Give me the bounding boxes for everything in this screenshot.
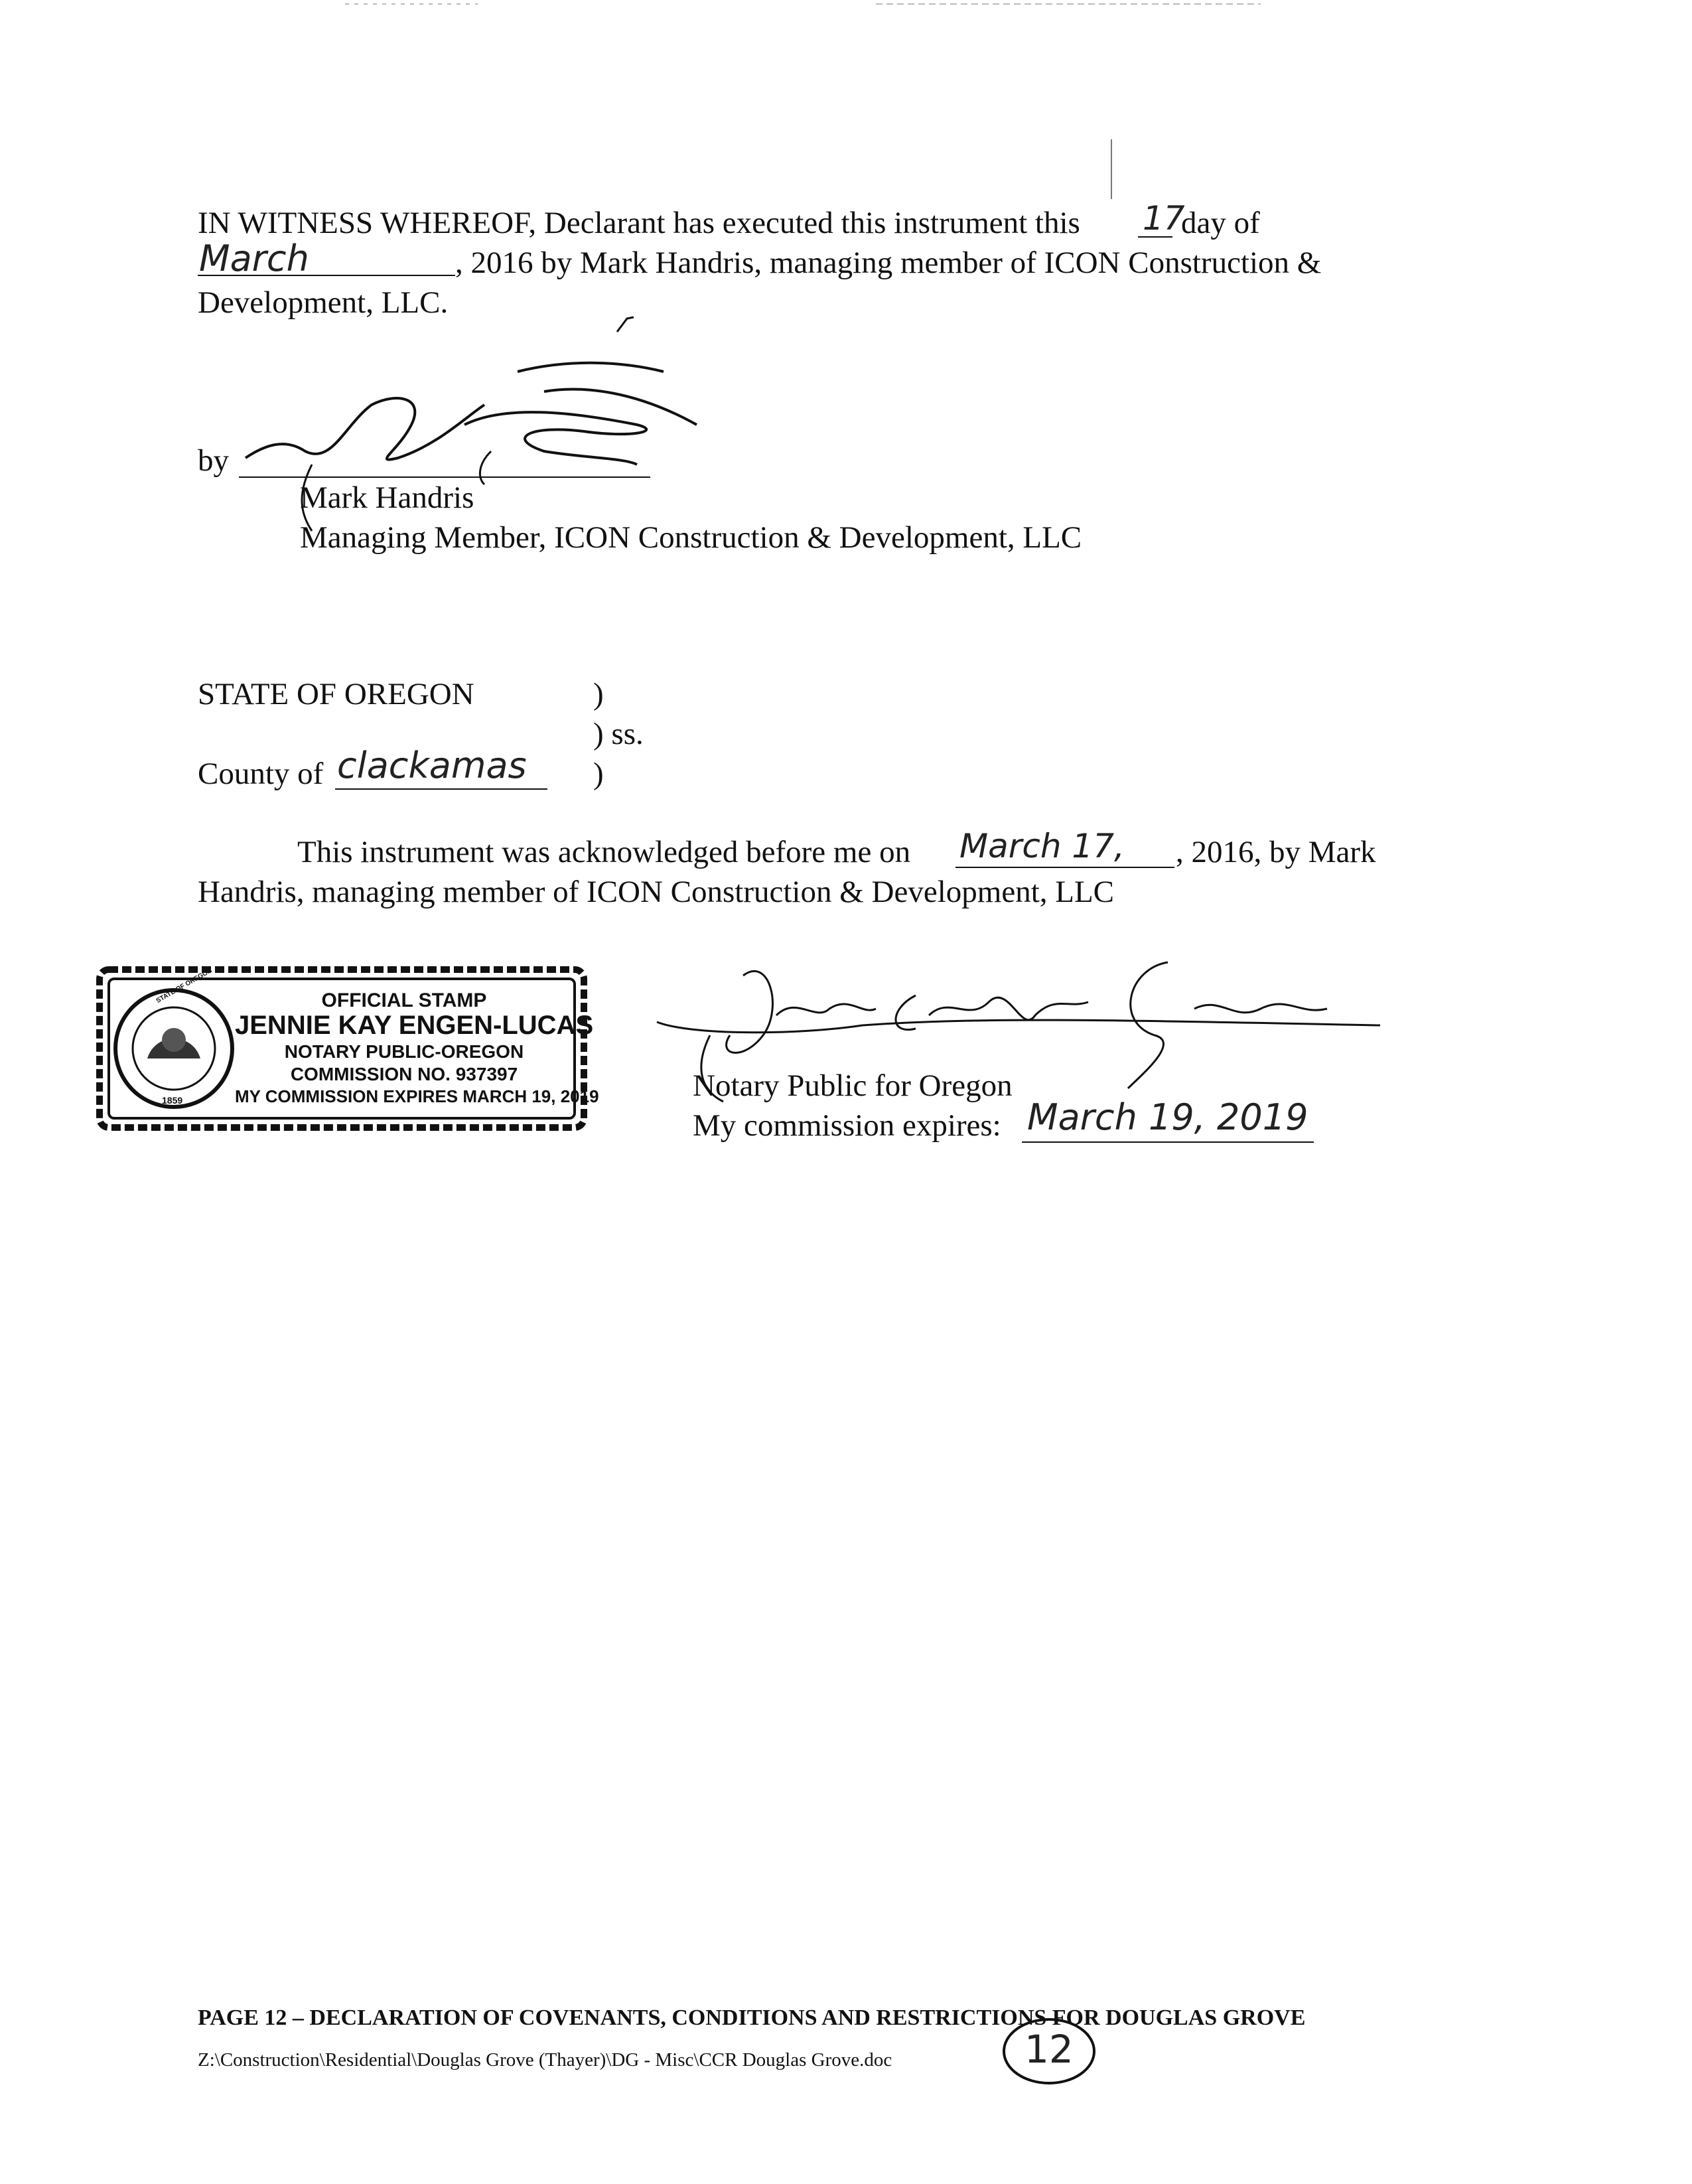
notary-expires-label: My commission expires: bbox=[693, 1108, 1001, 1143]
ack-line-1-start: This instrument was acknowledged before me on bbox=[297, 835, 911, 869]
witness-line-3: Development, LLC. bbox=[198, 285, 449, 320]
signer-title: Managing Member, ICON Construction & Development, LLC bbox=[300, 520, 1082, 555]
circled-page-number bbox=[999, 2015, 1099, 2088]
handwritten-expiration: March 19, 2019 bbox=[1027, 1096, 1308, 1138]
handwritten-ack-date: March 17, bbox=[959, 827, 1125, 865]
venue-state: STATE OF OREGON bbox=[198, 677, 474, 711]
page-number-handwritten: 12 bbox=[1024, 2027, 1074, 2072]
notary-public-for: Notary Public for Oregon bbox=[693, 1068, 1013, 1103]
signer-name: Mark Handris bbox=[300, 480, 474, 515]
stamp-role: NOTARY PUBLIC-OREGON bbox=[284, 1041, 524, 1062]
handwritten-month: March bbox=[199, 238, 309, 279]
stamp-expires: MY COMMISSION EXPIRES MARCH 19, 2019 bbox=[235, 1086, 599, 1106]
venue-paren-3: ) bbox=[593, 757, 604, 791]
handwritten-county: clackamas bbox=[337, 745, 527, 786]
day-of-text: day of bbox=[1181, 206, 1260, 240]
footer-file-path: Z:\Construction\Residential\Douglas Grove (Thayer)\DG - Misc\CCR Douglas Grove.doc bbox=[198, 2049, 892, 2071]
venue-paren-1: ) bbox=[593, 677, 604, 711]
venue-ss: ) ss. bbox=[593, 717, 644, 751]
stamp-notary-name: JENNIE KAY ENGEN-LUCAS bbox=[235, 1011, 594, 1040]
expiration-underline bbox=[1022, 1141, 1314, 1143]
witness-text: IN WITNESS WHEREOF, Declarant has executed this instrument this bbox=[198, 206, 1080, 240]
by-label: by bbox=[198, 443, 229, 478]
stamp-commission: COMMISSION NO. 937397 bbox=[290, 1064, 518, 1084]
seal-text: STATE OF OREGON bbox=[155, 966, 214, 1005]
handwritten-day: 17 bbox=[1143, 199, 1185, 238]
ack-line-1-end: , 2016, by Mark bbox=[1176, 835, 1376, 869]
ack-line-2: Handris, managing member of ICON Construction & Development, LLC bbox=[198, 875, 1115, 909]
witness-line-2: , 2016 by Mark Handris, managing member of ICON Construction & bbox=[455, 246, 1322, 280]
stamp-official: OFFICIAL STAMP bbox=[321, 989, 487, 1011]
venue-county-label: County of bbox=[198, 757, 324, 791]
footer-title: PAGE 12 – DECLARATION OF COVENANTS, CONDITIONS AND RESTRICTIONS FOR DOUGLAS GROVE bbox=[198, 2005, 1306, 2030]
seal-year: 1859 bbox=[162, 1095, 183, 1106]
